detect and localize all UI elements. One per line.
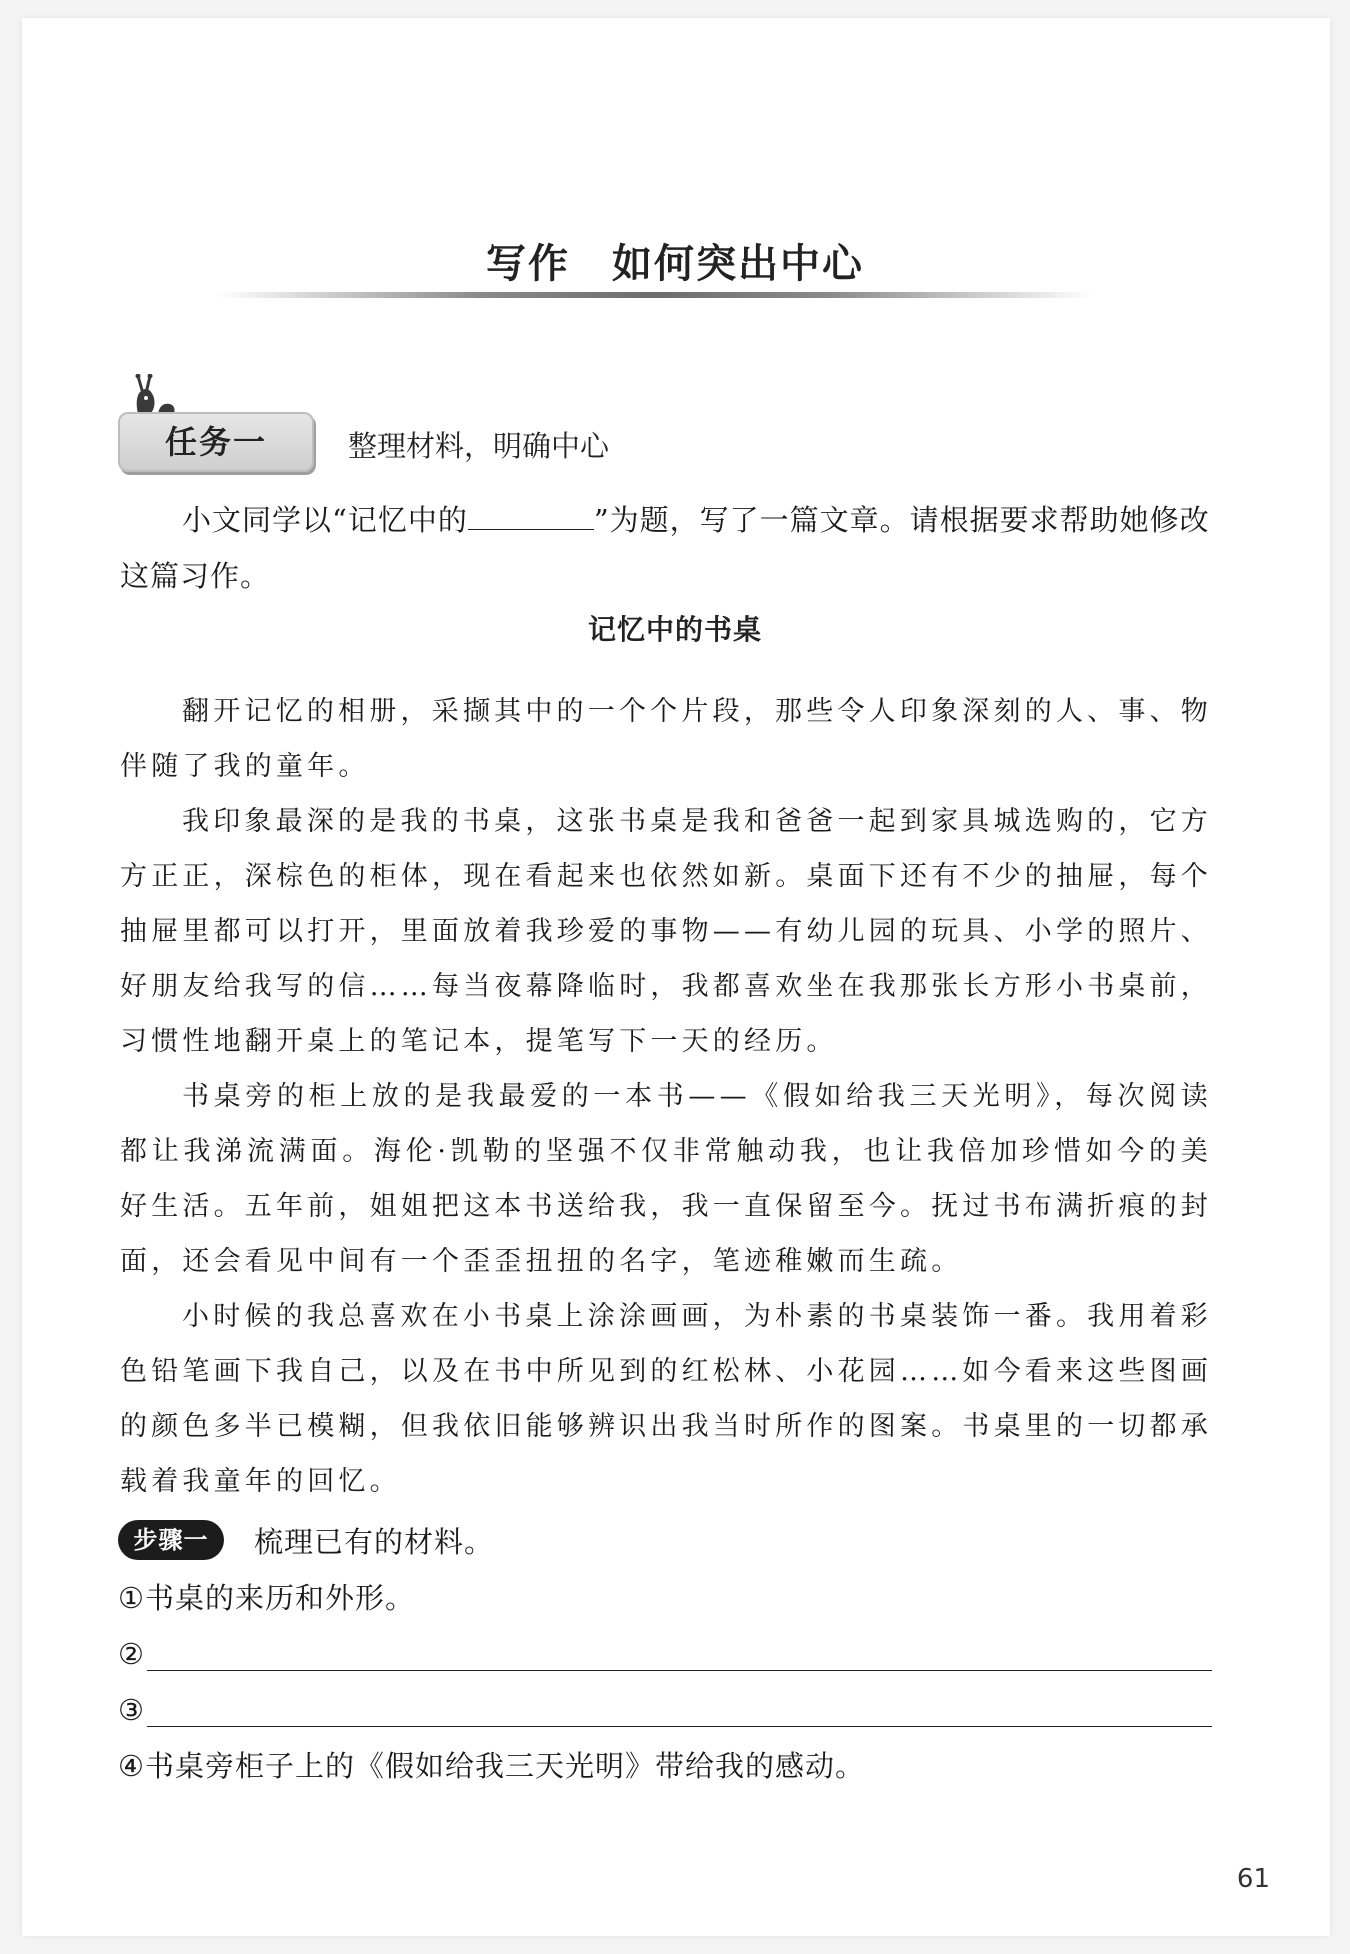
task-badge: 任务一 [118, 412, 314, 472]
article-body [120, 684, 1212, 1509]
title-underline [218, 292, 1092, 298]
page-title: 写作 如何突出中心 [486, 241, 864, 287]
material-list [118, 1570, 1212, 1794]
title-blank[interactable] [468, 499, 594, 530]
item-number: ① [118, 1581, 145, 1615]
list-item [118, 1626, 1212, 1682]
article-paragraph-3: 书桌旁的柜上放的是我最爱的一本书——《假如给我三天光明》，每次阅读都让我涕流满面。海伦·凯勒的坚强不仅非常触动我，也让我倍加珍惜如今的美好生活。五年前，姐姐把这本书送给我，我一直保留至今。抚过书布满折痕的封面，还会看见中间有一个歪歪扭扭的名字，笔迹稚嫩而生疏。 [120, 1081, 1212, 1277]
item-number: ② [118, 1637, 145, 1671]
list-item [118, 1682, 1212, 1738]
step-badge: 步骤一 [118, 1520, 224, 1560]
article-paragraph-1: 翻开记忆的相册，采撷其中的一个个片段，那些令人印象深刻的人、事、物伴随了我的童年。 [120, 696, 1212, 782]
page-number: 61 [1236, 1864, 1270, 1894]
article-paragraph-4: 小时候的我总喜欢在小书桌上涂涂画画，为朴素的书桌装饰一番。我用着彩色铅笔画下我自己，以及在书中所见到的红松林、小花园……如今看来这些图画的颜色多半已模糊，但我依旧能够辨识出我当时所作的图案。书桌里的一切都承载着我童年的回忆。 [120, 1301, 1212, 1497]
list-item [118, 1738, 1212, 1794]
intro-text-before: 小文同学以“记忆中的 [182, 503, 468, 537]
step-instruction: 梳理已有的材料。 [254, 1524, 495, 1559]
answer-blank-line[interactable] [147, 1638, 1212, 1671]
article-paragraph-2: 我印象最深的是我的书桌，这张书桌是我和爸爸一起到家具城选购的，它方方正正，深棕色的柜体，现在看起来也依然如新。桌面下还有不少的抽屉，每个抽屉里都可以打开，里面放着我珍爱的事物——有幼儿园的玩具、小学的照片、好朋友给我写的信……每当夜幕降临时，我都喜欢坐在我那张长方形小书桌前，习惯性地翻开桌上的笔记本，提笔写下一天的经历。 [120, 806, 1212, 1057]
step-header [118, 1518, 494, 1562]
item-number: ③ [118, 1693, 145, 1727]
bug-icon [130, 374, 180, 416]
answer-blank-line[interactable] [147, 1694, 1212, 1727]
item-text: 书桌旁柜子上的《假如给我三天光明》带给我的感动。 [145, 1749, 866, 1783]
list-item [118, 1570, 1212, 1626]
item-number: ④ [118, 1749, 145, 1783]
intro-text-after: ”为题，写了一篇文章。请根据要求帮助她修改这篇习作。 [120, 503, 1210, 593]
article-title: 记忆中的书桌 [587, 613, 762, 646]
item-text: 书桌的来历和外形。 [145, 1581, 416, 1615]
task-title: 整理材料，明确中心 [348, 429, 610, 463]
intro-paragraph [120, 492, 1212, 604]
